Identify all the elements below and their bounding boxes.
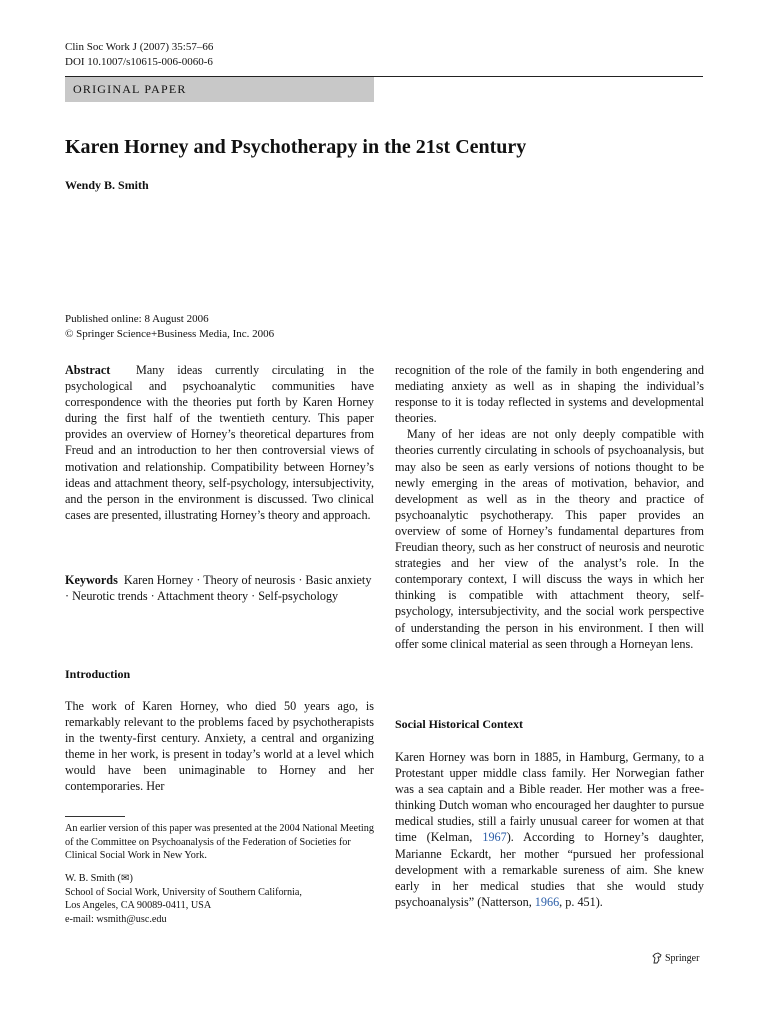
- footnote-rule: [65, 816, 125, 817]
- social-historical-text: Karen Horney was born in 1885, in Hamburg, Germany, to a Protestant upper middle class family. Her Norwegian father was a sea captain and a Bible reader. Her mother was a free-thinking Dutch woman who encouraged her daughter to pursue medical studies, still a fairly unusual career for women at that time (Kelman, 1967). According to Horney’s daughter, Marianne Eckardt, her mother “pursued her professional development with a remarkable sureness of aim. She knew early in her medical studies that she would study psychoanalysis” (Natterson, 1966, p. 451).: [395, 750, 704, 909]
- reference-natterson-1966[interactable]: 1966: [534, 894, 560, 909]
- springer-logo: [652, 952, 699, 964]
- journal-citation: Clin Soc Work J (2007) 35:57–66: [65, 41, 214, 53]
- paragraph-ideas: Many of her ideas are not only deeply compatible with theories currently circulating in schools of psychoanalysis, but may also be seen as early versions of notions thought to be newly emerging in the areas of motivation, behavior, and development as well as in the theory and practice of psychoanalytic psychotherapy. This paper provides an overview of some of Horney’s fundamental departures from Freudian theory, such as her construct of neurosis and neurotic strategies and her view of the analyst’s role. In the contemporary context, I will discuss the ways in which her thinking is compatible with attachment theory, self-psychology, intersubjectivity, and the social work perspective of understanding the person in his environment. I then will offer some clinical material as seen through a Horneyan lens.: [395, 427, 704, 651]
- abstract-text: Many ideas currently circulating in the psychological and psychoanalytic communities have correspondence with the theories put forth by Karen Horney during the first half of the twentieth century. This paper provides an overview of Horney’s theoretical departures from Freud and an introduction to her then controversial views of motivation and relationship. Compatibility between Horney’s ideas and attachment theory, self-psychology, intersubjectivity, and the person in the environment is discussed. Two clinical cases are presented, illustrating Horney’s theory and approach.: [65, 363, 374, 522]
- footnote: An earlier version of this paper was presented at the 2004 National Meeting of the Committee on Psychoanalysis of the Federation of Societies for Clinical Social Work in New York.: [65, 823, 374, 861]
- contact-name: W. B. Smith (✉): [65, 873, 133, 884]
- author-contact: [65, 872, 377, 926]
- introduction-text: The work of Karen Horney, who died 50 years ago, is remarkably relevant to the problems faced by psychotherapists in the twenty-first century. Anxiety, a central and organizing theme in her work, is present in today’s world at a level which would have been unimaginable to Horney and her contemporaries. Her: [65, 699, 374, 794]
- springer-horse-icon: [652, 952, 663, 964]
- article-type-label: ORIGINAL PAPER: [65, 77, 374, 102]
- keywords: [65, 572, 374, 604]
- social-historical-heading: Social Historical Context: [395, 717, 523, 731]
- reference-kelman-1967[interactable]: 1967: [482, 830, 507, 845]
- abstract-label: Abstract: [65, 363, 111, 377]
- contact-address: Los Angeles, CA 90089-0411, USA: [65, 900, 212, 911]
- keywords-label: Keywords: [65, 573, 118, 587]
- published-date: Published online: 8 August 2006: [65, 313, 209, 325]
- keywords-text: Karen Horney · Theory of neurosis · Basic anxiety · Neurotic trends · Attachment theory · Self-psychology: [65, 573, 372, 604]
- doi: DOI 10.1007/s10615-006-0060-6: [65, 56, 213, 68]
- paper-title: Karen Horney and Psychotherapy in the 21st Century: [65, 136, 527, 158]
- copyright: © Springer Science+Business Media, Inc. 2006: [65, 328, 275, 340]
- paragraph-family: recognition of the role of the family in both engendering and mediating anxiety as well as in shaping the individual’s response to it is today reflected in systems and developmental theories.: [395, 363, 704, 426]
- publisher-name: Springer: [665, 952, 700, 964]
- contact-email[interactable]: e-mail: wsmith@usc.edu: [65, 913, 167, 925]
- abstract: [65, 362, 374, 523]
- author-name: Wendy B. Smith: [65, 178, 149, 192]
- introduction-heading: Introduction: [65, 667, 131, 681]
- right-column-intro: [395, 362, 704, 652]
- contact-affiliation: School of Social Work, University of Southern California,: [65, 886, 302, 898]
- publication-info: [65, 312, 274, 342]
